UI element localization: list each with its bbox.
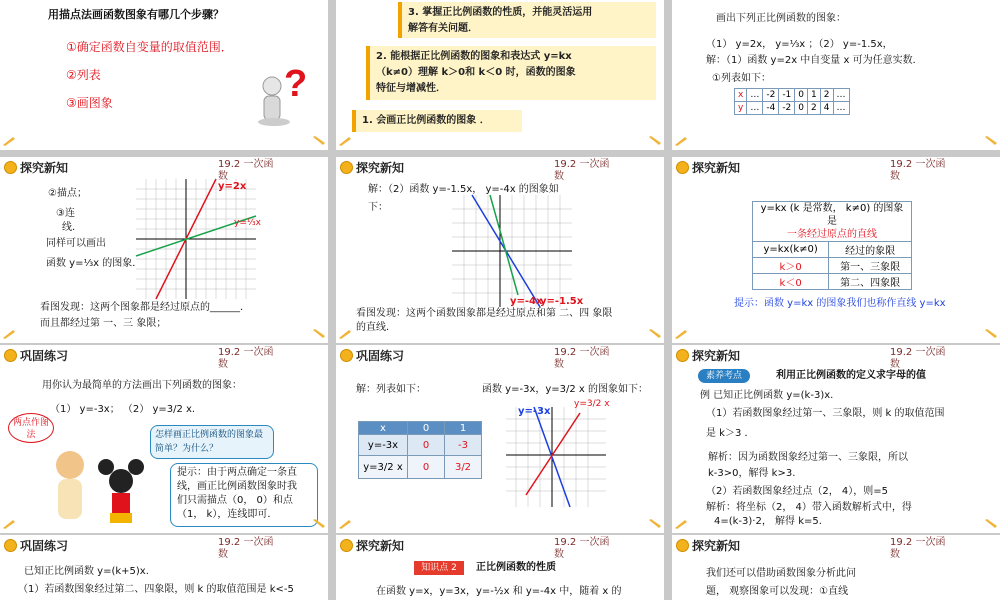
logo-icon [340, 349, 353, 362]
slide5-solution-2: 下： [368, 202, 388, 213]
slide3-list-label: ①列表如下： [712, 73, 771, 84]
slide-header [0, 345, 328, 370]
goal-3-box [398, 2, 656, 38]
slide-7[interactable] [0, 345, 328, 533]
cell: … [747, 102, 763, 115]
pencil-icon [338, 519, 352, 529]
logo-icon [676, 539, 689, 552]
literacy-badge: 素养考点 [698, 369, 750, 383]
slide3-intro: 画出下列正比例函数的图象： [716, 13, 846, 24]
slide1-step-1: ①确定函数自变量的取值范围． [66, 40, 233, 54]
slide-10[interactable] [0, 535, 328, 600]
value-table [358, 421, 482, 479]
table-title: y=kx (k 是常数， k≠0) 的图象是 [760, 203, 904, 227]
pencil-icon [984, 519, 998, 529]
slide-5[interactable] [336, 157, 664, 343]
a2-text-2: 4=(k-3)·2， 解得 k=5. [714, 516, 822, 527]
tip-box [170, 463, 318, 527]
line-label-a: y=2x [218, 181, 247, 192]
logo-icon [4, 539, 17, 552]
section-title: 探究新知 [20, 161, 69, 175]
pencil-icon [312, 329, 326, 339]
slide8-solution: 解：列表如下： [356, 384, 426, 395]
slide3-items: （1） y=2x， y=⅓x ；（2） y=-1.5x， [706, 39, 893, 50]
cell: y [735, 102, 747, 115]
cell: k＞0 [753, 258, 829, 274]
logo-icon [676, 349, 689, 362]
col-header: 经过的象限 [829, 242, 912, 258]
cell: 0 [408, 422, 445, 435]
q1-answer: 是 k＞3 ． [706, 428, 755, 439]
slide3-solution: 解：（1）函数 y=2x 中自变量 x 可为任意实数． [706, 55, 923, 66]
section-title: 巩固练习 [20, 349, 69, 363]
q1-text: （1）若函数图象经过第一、三象限，则 k 的取值范围 [706, 408, 945, 419]
slide9-title: 利用正比例函数的定义求字母的值 [776, 370, 926, 381]
slide-2[interactable] [336, 0, 664, 150]
question-bubble: 怎样画正比例函数的图象最简单？为什么？ [150, 425, 274, 459]
pencil-icon [2, 519, 16, 529]
a1-text: 解析：因为函数图象经过第一、三象限，所以 [708, 452, 908, 463]
line-label-a: y=-4x [510, 296, 543, 307]
given-text: 已知正比例函数 y=(k+5)x. [24, 566, 149, 577]
pencil-icon [648, 329, 662, 339]
goal-3-text: 3. 掌握正比例函数的性质，并能灵活运用 [408, 7, 593, 18]
slide-header [0, 157, 328, 182]
step-connect: ③连 [56, 208, 75, 219]
also-draw: 同样可以画出 [46, 238, 106, 249]
cell: 2 [808, 102, 821, 115]
a2-text: 解析：将坐标（2， 4）带入函数解析式中，得 [706, 502, 912, 513]
slide-header [672, 345, 1000, 370]
logo-icon [4, 349, 17, 362]
line-label-b: y=-1.5x [540, 296, 584, 307]
pencil-icon [312, 136, 326, 146]
slide-header [336, 345, 664, 370]
pencil-icon [338, 329, 352, 339]
goal-2-text: 2. 能根据正比例函数的图象和表达式 y=kx [376, 51, 572, 62]
cell: … [833, 89, 849, 102]
task-items: （1） y=-3x； （2） y=3/2 x. [50, 404, 196, 415]
mickey-figure-image [96, 457, 146, 527]
goal-2-box [366, 46, 656, 100]
cell: -1 [779, 89, 795, 102]
slide-8[interactable] [336, 345, 664, 533]
chapter-label: 19.2 一次函数 [218, 537, 274, 560]
pencil-icon [338, 136, 352, 146]
slide-6[interactable] [672, 157, 1000, 343]
line-label-b: y=⅓x [234, 218, 261, 228]
section-title: 探究新知 [356, 161, 405, 175]
also-draw-func: 函数 y=⅓x 的图象． [46, 258, 143, 269]
cell: -2 [779, 102, 795, 115]
chapter-label: 19.2 一次函数 [554, 159, 610, 182]
section-title: 探究新知 [692, 349, 741, 363]
slide1-step-3: ③画图象 [66, 96, 113, 110]
a1-text-2: k-3>0，解得 k>3. [708, 468, 796, 479]
task-text: 用你认为最简单的方法画出下列函数的图象： [42, 380, 242, 391]
chapter-label: 19.2 一次函数 [890, 159, 946, 182]
tip-line-1: 提示：由于两点确定一条直 [177, 467, 297, 478]
goal-3-text-2: 解答有关问题． [408, 23, 478, 34]
badge-bubble: 两点作图法 [8, 413, 54, 443]
pencil-icon [674, 519, 688, 529]
section-title: 探究新知 [692, 539, 741, 553]
step-plot: ②描点； [48, 188, 87, 199]
cell: 0 [408, 456, 445, 479]
value-table [734, 88, 850, 115]
goal-1-text: 1. 会画正比例函数的图象 ． [362, 115, 490, 126]
graph-practice [506, 407, 606, 507]
slide1-question: 用描点法画函数图象有哪几个步骤？ [48, 8, 224, 21]
slide-header [0, 535, 328, 560]
pencil-icon [674, 329, 688, 339]
slide-9[interactable] [672, 345, 1000, 533]
cell: 第一、三象限 [829, 258, 912, 274]
pencil-icon [2, 329, 16, 339]
pencil-icon [674, 136, 688, 146]
tip-line-4: （1， k），连线即可． [177, 509, 278, 520]
logo-icon [340, 539, 353, 552]
logo-icon [676, 161, 689, 174]
logo-icon [4, 161, 17, 174]
girl-figure-image [50, 445, 90, 525]
cell: 2 [820, 89, 833, 102]
line-label-b: y=3/2 x [574, 399, 610, 409]
chapter-label: 19.2 一次函数 [218, 347, 274, 370]
slide12-text-2: 题， 观察图象可以发现：①直线 [706, 586, 849, 597]
cell: -4 [763, 102, 779, 115]
pencil-icon [648, 136, 662, 146]
slide-header [672, 157, 1000, 182]
example-text: 例 已知正比例函数 y=(k-3)x. [700, 390, 834, 401]
tip-line-2: 线，画正比例函数图象时我 [177, 481, 297, 492]
cell: y=3/2 x [359, 456, 408, 479]
slide5-solution: 解：（2）函数 y=-1.5x， y=-4x 的图象如 [368, 184, 559, 195]
cell: … [747, 89, 763, 102]
goal-1-box [352, 110, 522, 132]
section-title: 巩固练习 [20, 539, 69, 553]
chapter-label: 19.2 一次函数 [890, 347, 946, 370]
cell: x [359, 422, 408, 435]
cell: -2 [763, 89, 779, 102]
section-title: 探究新知 [356, 539, 405, 553]
chapter-label: 19.2 一次函数 [218, 159, 274, 182]
hint-text: 提示：函数 y=kx 的图象我们也称作直线 y=kx [734, 298, 946, 309]
cell: 1 [808, 89, 821, 102]
chapter-label: 19.2 一次函数 [554, 347, 610, 370]
cell: 第二、四象限 [829, 274, 912, 290]
cell: 3/2 [445, 456, 482, 479]
cell: 4 [820, 102, 833, 115]
find-text-2: 的直线． [356, 322, 396, 333]
property-table [752, 201, 912, 290]
slide-12[interactable] [672, 535, 1000, 600]
cell: y=-3x [359, 435, 408, 456]
goal-2-text-3: 特征与增减性． [376, 83, 446, 94]
cell: x [735, 89, 747, 102]
col-header: y=kx(k≠0) [753, 242, 829, 258]
cell: -3 [445, 435, 482, 456]
graph-negative [452, 195, 572, 307]
pencil-icon [648, 519, 662, 529]
section-title: 探究新知 [692, 161, 741, 175]
pencil-icon [312, 519, 326, 529]
slide-header [672, 535, 1000, 560]
tip-line-3: 们只需描点（0， 0）和点 [177, 495, 293, 506]
graph-positive [136, 179, 261, 299]
pencil-icon [984, 329, 998, 339]
logo-icon [340, 161, 353, 174]
slide-header [336, 157, 664, 182]
knowledge-badge: 知识点 2 [414, 561, 464, 575]
cell: … [833, 102, 849, 115]
quad-text: 而且都经过第 一、三 象限； [40, 318, 167, 329]
slide11-text: 在函数 y=x，y=3x，y=-½x 和 y=-4x 中，随着 x 的 [376, 586, 622, 597]
question-mark-icon: ? [284, 63, 308, 105]
cell: 0 [408, 435, 445, 456]
chapter-label: 19.2 一次函数 [890, 537, 946, 560]
step-connect-2: 线． [62, 222, 82, 233]
slide1-step-2: ②列表 [66, 68, 101, 82]
slide-header [336, 535, 664, 560]
slide8-desc: 函数 y=-3x，y=3/2 x 的图象如下： [482, 384, 649, 395]
pencil-icon [2, 136, 16, 146]
table-title-2: 一条经过原点的直线 [787, 229, 877, 240]
find-text: 看图发现：这两个图象都是经过原点的______． [40, 302, 250, 313]
find-text: 看图发现：这两个函数图象都是经过原点和第 二、四 象限 [356, 308, 613, 319]
slide-3[interactable] [672, 0, 1000, 150]
slide11-title: 正比例函数的性质 [476, 562, 556, 573]
goal-2-text-2: （k≠0）理解 k＞0和 k＜0 时，函数的图象 [376, 67, 576, 78]
slide-1[interactable] [0, 0, 328, 150]
line-label-a: y=-3x [518, 406, 551, 417]
pencil-icon [984, 136, 998, 146]
slide-4[interactable] [0, 157, 328, 343]
q1-text: （1）若函数图象经过第二、四象限，则 k 的取值范围是 k<-5 [18, 584, 294, 595]
thinking-figure-image [248, 56, 308, 130]
section-title: 巩固练习 [356, 349, 405, 363]
cell: k＜0 [753, 274, 829, 290]
slide12-text: 我们还可以借助函数图象分析此问 [706, 568, 856, 579]
cell: 1 [445, 422, 482, 435]
chapter-label: 19.2 一次函数 [554, 537, 610, 560]
cell: 0 [795, 102, 808, 115]
cell: 0 [795, 89, 808, 102]
q2-text: （2）若函数图象经过点（2， 4），则=5 [706, 486, 889, 497]
slide-11[interactable] [336, 535, 664, 600]
